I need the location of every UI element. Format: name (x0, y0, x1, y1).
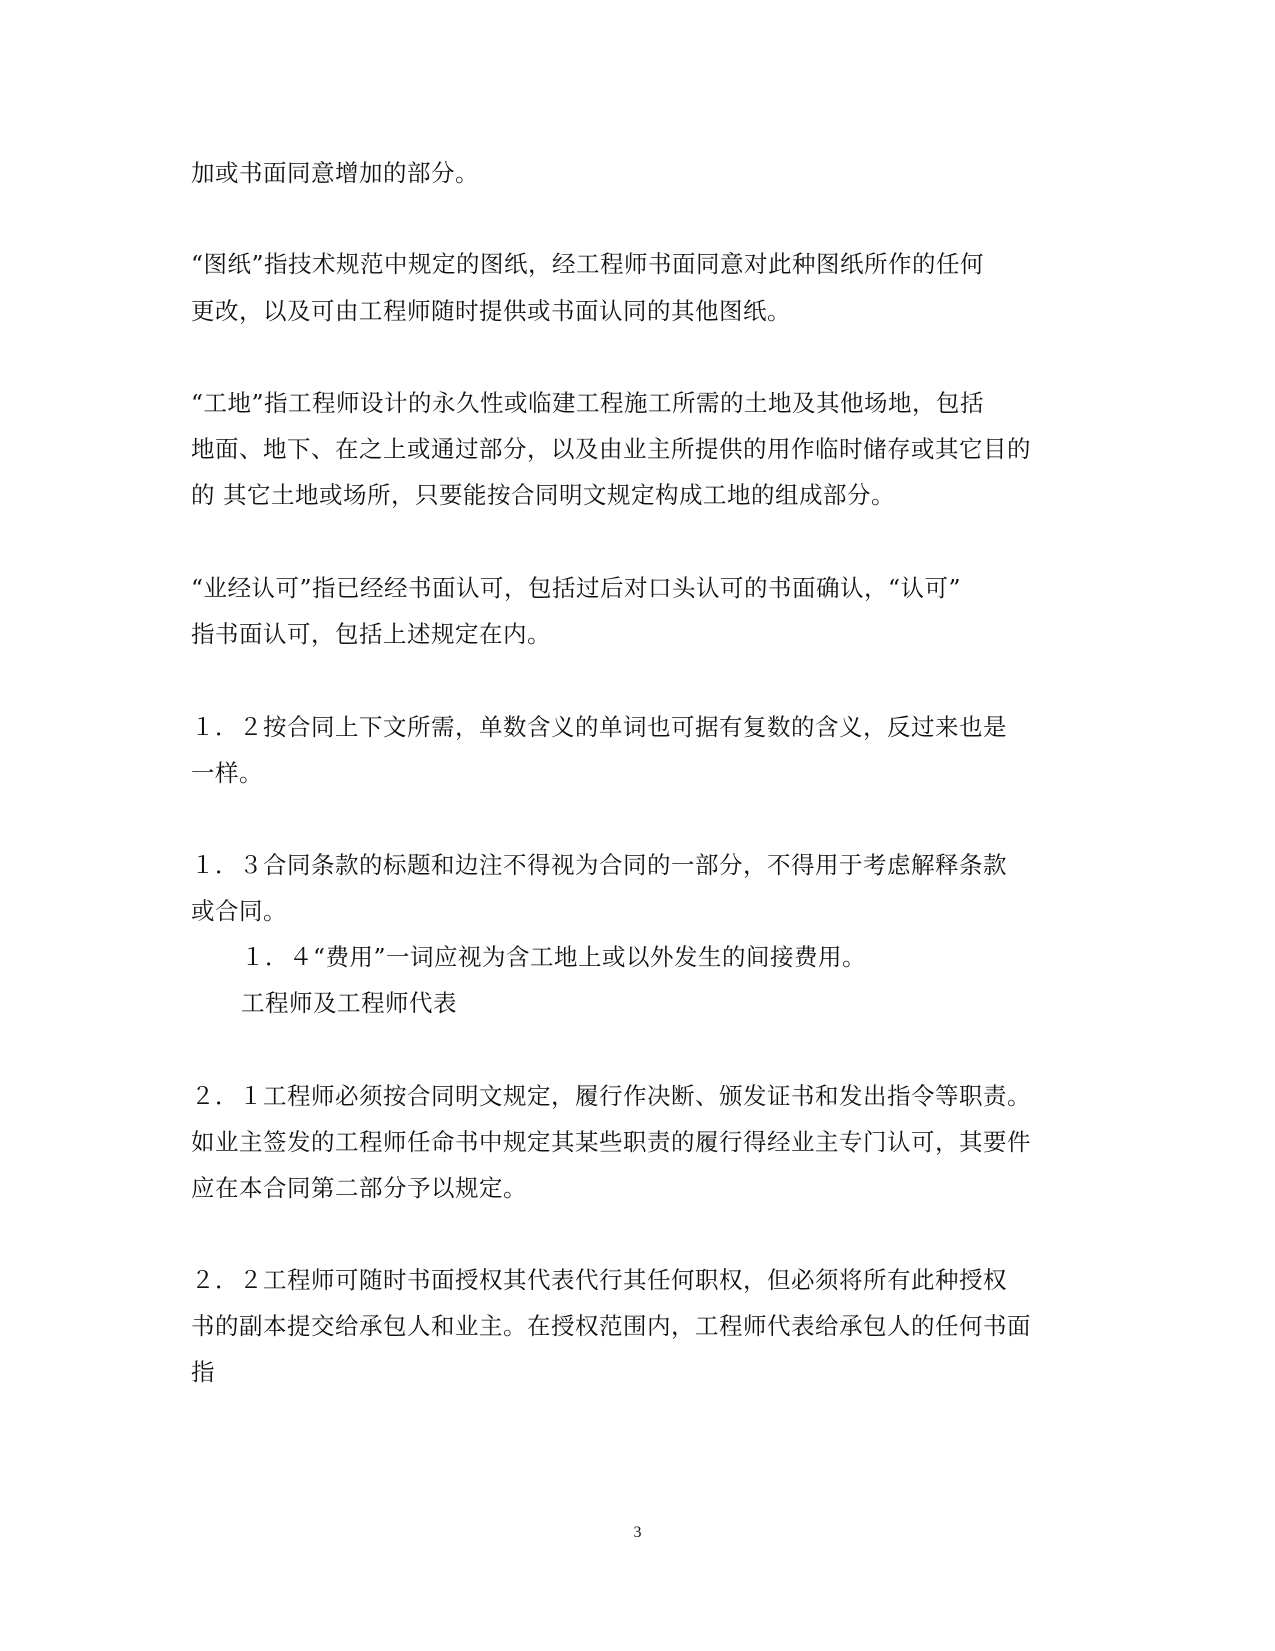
text-line: １．４“费用”一词应视为含工地上或以外发生的间接费用。 (241, 943, 867, 971)
text-line: “工地”指工程师设计的永久性或临建工程施工所需的土地及其他场地，包括 (191, 389, 985, 417)
text-line: 指 (191, 1358, 215, 1386)
text-line: ２．２工程师可随时书面授权其代表代行其任何职权，但必须将所有此种授权 (191, 1266, 1007, 1294)
text-line: 加或书面同意增加的部分。 (191, 159, 479, 187)
text-line: “图纸”指技术规范中规定的图纸，经工程师书面同意对此种图纸所作的任何 (191, 250, 985, 278)
text-line: １．２按合同上下文所需，单数含义的单词也可据有复数的含义，反过来也是 (191, 713, 1007, 741)
section-heading: 工程师及工程师代表 (241, 989, 457, 1017)
text-line: １．３合同条款的标题和边注不得视为合同的一部分，不得用于考虑解释条款 (191, 851, 1007, 879)
text-line: 指书面认可，包括上述规定在内。 (191, 620, 551, 648)
text-line: 一样。 (191, 759, 263, 787)
text-line: 更改，以及可由工程师随时提供或书面认同的其他图纸。 (191, 297, 791, 325)
text-line: “业经认可”指已经经书面认可，包括过后对口头认可的书面确认，“认可” (191, 574, 962, 602)
text-line: 地面、地下、在之上或通过部分，以及由业主所提供的用作临时储存或其它目的 (191, 435, 1031, 463)
text-line: 的 其它土地或场所，只要能按合同明文规定构成工地的组成部分。 (191, 481, 895, 509)
text-line: 如业主签发的工程师任命书中规定其某些职责的履行得经业主专门认可，其要件 (191, 1128, 1031, 1156)
text-line: ２．１工程师必须按合同明文规定，履行作决断、颁发证书和发出指令等职责。 (191, 1082, 1031, 1110)
text-line: 应在本合同第二部分予以规定。 (191, 1174, 527, 1202)
text-line: 或合同。 (191, 897, 287, 925)
page-number: 3 (633, 1524, 642, 1541)
text-line: 书的副本提交给承包人和业主。在授权范围内，工程师代表给承包人的任何书面 (191, 1312, 1031, 1340)
